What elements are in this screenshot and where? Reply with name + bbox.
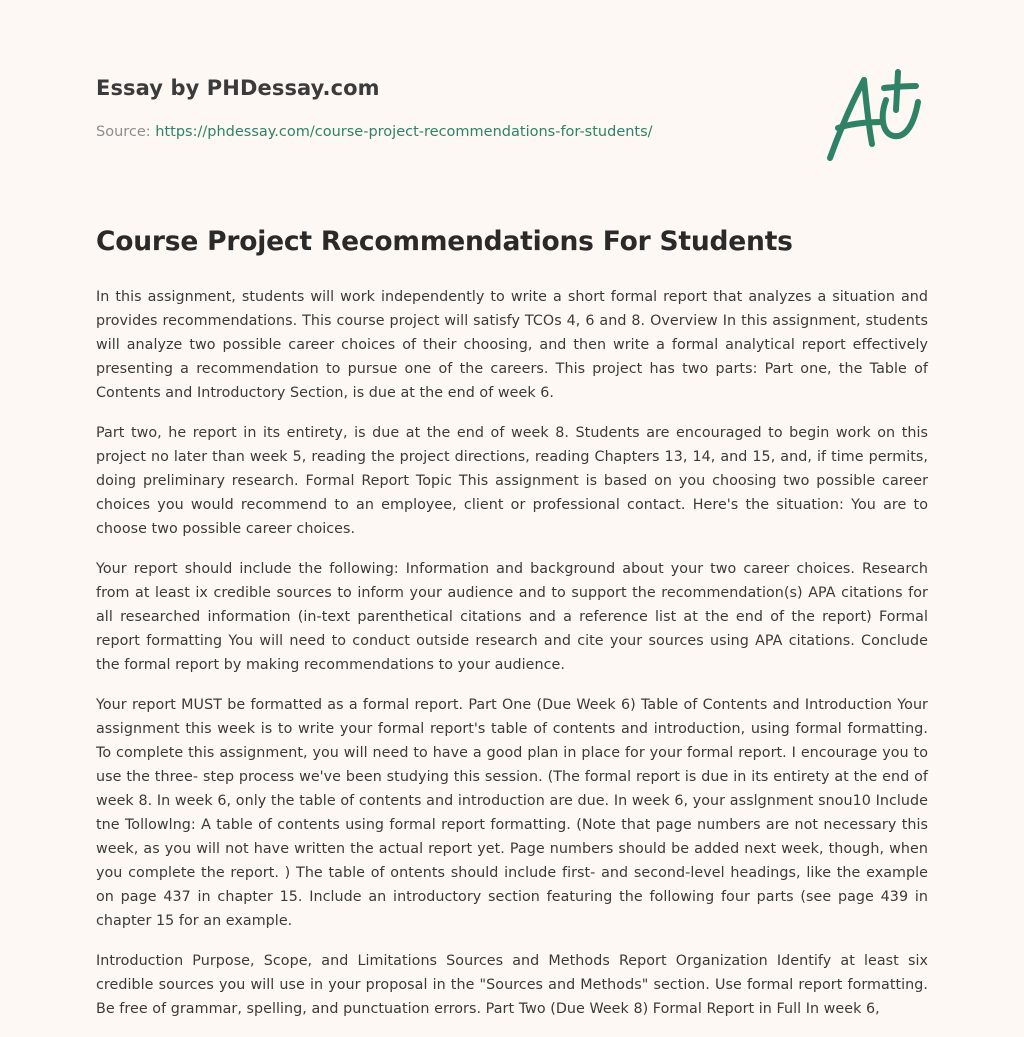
- paragraph: Part two, he report in its entirety, is due at the end of week 8. Students are encouraged to begin work on this project no later than week 5, reading the project directions, reading Chapters 13, 14, and 15, and, if time permits, doing preliminary research. Formal Report Topic This assignment is based on you choosing two possible career choices you would recommend to an employee, client or professional contact. Here's the situation: You are to choose two possible career choices.: [96, 425, 928, 537]
- paragraph: Your report MUST be formatted as a formal report. Part One (Due Week 6) Table of Contents and Introduction Your assignment this week is to write your formal report's table of contents and introduction, using formal formatting. To complete this assignment, you will need to have a good plan in place for your formal report. I encourage you to use the three- step process we've been studying this session. (The formal report is due in its entirety at the end of week 8. In week 6, only the table of contents and introduction are due. In week 6, your asslgnment snou10 Include tne Tollowlng: A table of contents using formal report formatting. (Note that page numbers are not necessary this week, as you will not have written the actual report yet. Page numbers should be added next week, though, when you complete the report. ) The table of ontents should include first- and second-level headings, like the example on page 437 in chapter 15. Include an introductory section featuring the following four parts (see page 439 in chapter 15 for an example.: [96, 697, 928, 929]
- paragraph: Introduction Purpose, Scope, and Limitations Sources and Methods Report Organization Identify at least six credible sources you will use in your proposal in the "Sources and Methods" section. Use formal report formatting. Be free of grammar, spelling, and punctuation errors. Part Two (Due Week 8) Formal Report in Full In week 6,: [96, 953, 928, 1017]
- site-brand[interactable]: Essay by PHDessay.com: [96, 76, 380, 100]
- source-label: Source:: [96, 124, 151, 140]
- a-plus-logo-icon: [824, 66, 928, 166]
- article-title: Course Project Recommendations For Students: [96, 226, 793, 257]
- source-line: [96, 124, 653, 140]
- page-header: [96, 0, 928, 200]
- article-body: [96, 285, 928, 1037]
- paragraph: In this assignment, students will work independently to write a short formal report that analyzes a situation and provides recommendations. This course project will satisfy TCOs 4, 6 and 8. Overview In this assignment, students will analyze two possible career choices of their choosing, and then write a formal analytical report effectively presenting a recommendation to pursue one of the careers. This project has two parts: Part one, the Table of Contents and Introductory Section, is due at the end of week 6.: [96, 289, 928, 401]
- source-link[interactable]: https://phdessay.com/course-project-recommendations-for-students/: [155, 124, 653, 140]
- paragraph: Your report should include the following: Information and background about your two career choices. Research from at least ix credible sources to inform your audience and to support the recommendation(s) APA citations for all researched information (in-text parenthetical citations and a reference list at the end of the report) Formal report formatting You will need to conduct outside research and cite your sources using APA citations. Conclude the formal report by making recommendations to your audience.: [96, 561, 928, 673]
